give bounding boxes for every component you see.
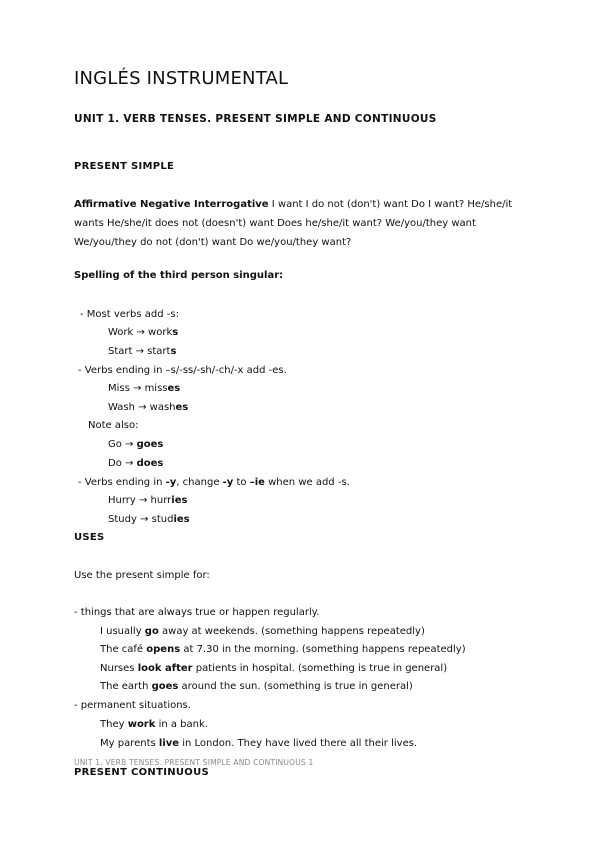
spelling-example: Work → works: [108, 327, 179, 338]
spelling-rule-2: - Verbs ending in –s/-ss/-sh/-ch/-x add -es.: [78, 365, 287, 376]
page-footer: UNIT 1. VERB TENSES. PRESENT SIMPLE AND CONTINUOUS 1: [74, 758, 314, 767]
spelling-note: Note also:: [88, 420, 139, 431]
uses-example: The earth goes around the sun. (something is true in general): [100, 681, 413, 692]
uses-bullet: - permanent situations.: [74, 700, 191, 711]
uses-example: I usually go away at weekends. (something happens repeatedly): [100, 626, 425, 637]
forms-text: I want I do not (don't) want Do I want? He/she/it wants He/she/it does not (doesn't) want Does he/she/it want? We/you/they want We/you/they do not (don't) want Do we/you/they want?: [74, 199, 513, 248]
spelling-example: Start → starts: [108, 346, 177, 357]
spelling-example: Go → goes: [108, 439, 164, 450]
spelling-rule-1: - Most verbs add -s:: [80, 309, 179, 320]
present-simple-heading: PRESENT SIMPLE: [74, 161, 175, 172]
uses-intro: Use the present simple for:: [74, 570, 210, 581]
spelling-example: Do → does: [108, 458, 164, 469]
spelling-example: Miss → misses: [108, 383, 181, 394]
spelling-example: Hurry → hurries: [108, 495, 188, 506]
uses-example: They work in a bank.: [100, 719, 208, 730]
unit-heading: UNIT 1. VERB TENSES. PRESENT SIMPLE AND CONTINUOUS: [74, 113, 437, 125]
spelling-rule-3: - Verbs ending in -y, change -y to –ie when we add -s.: [78, 477, 350, 488]
uses-example: My parents live in London. They have lived there all their lives.: [100, 738, 418, 749]
spelling-example: Study → studies: [108, 514, 190, 525]
spelling-heading: Spelling of the third person singular:: [74, 270, 284, 281]
present-continuous-heading: PRESENT CONTINUOUS: [74, 767, 210, 778]
uses-heading: USES: [74, 532, 105, 543]
spelling-example: Wash → washes: [108, 402, 189, 413]
uses-example: Nurses look after patients in hospital. (something is true in general): [100, 663, 448, 674]
forms-labels: Affirmative Negative Interrogative: [74, 199, 269, 210]
forms-paragraph: [74, 195, 534, 252]
uses-example: The café opens at 7.30 in the morning. (something happens repeatedly): [100, 644, 466, 655]
uses-bullet: - things that are always true or happen regularly.: [74, 607, 320, 618]
document-title: INGLÉS INSTRUMENTAL: [74, 68, 289, 89]
